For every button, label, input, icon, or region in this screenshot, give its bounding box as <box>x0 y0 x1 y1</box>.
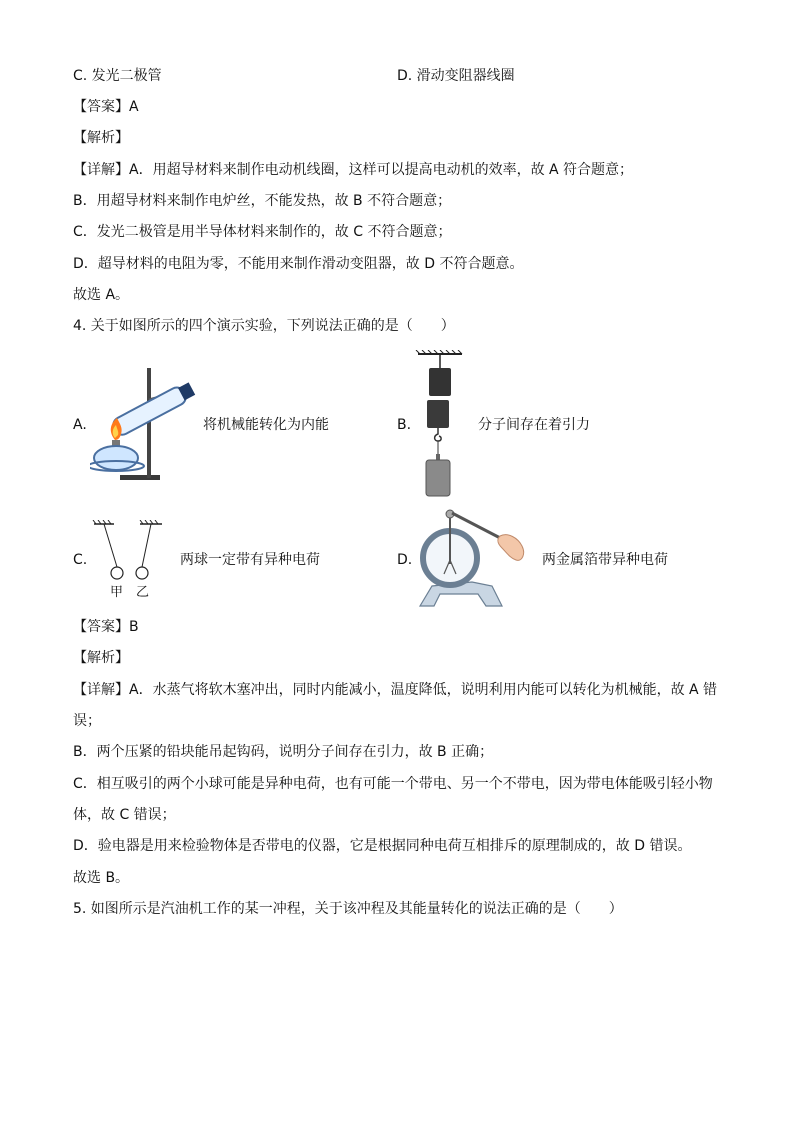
option-a-letter: A. <box>73 417 87 433</box>
ball-yi <box>136 567 148 579</box>
option-a-text: 将机械能转化为内能 <box>203 417 329 433</box>
analysis-label-q3: 【解析】 <box>73 130 129 146</box>
detail-d-q4: D．验电器是用来检验物体是否带电的仪器，它是根据同种电荷互相排斥的原理制成的，故 D 错误。 <box>73 838 692 854</box>
detail-c-q3: C．发光二极管是用半导体材料来制作的，故 C 不符合题意； <box>73 224 452 240</box>
answer-q4: 【答案】B <box>73 619 139 635</box>
detail-b-q4: B．两个压紧的铅块能吊起钩码，说明分子间存在引力，故 B 正确； <box>73 744 494 760</box>
question-5-stem: 5. 如图所示是汽油机工作的某一冲程，关于该冲程及其能量转化的说法正确的是（ ） <box>73 901 623 917</box>
detail-a-q4-line1: 【详解】A．水蒸气将软木塞冲出，同时内能减小，温度降低，说明利用内能可以转化为机械能，故 A 错 <box>73 682 718 698</box>
detail-c-q4-line1: C．相互吸引的两个小球可能是异种电荷，也有可能一个带电、另一个不带电，因为带电体能吸引轻小物 <box>73 776 713 792</box>
conclusion-q4: 故选 B。 <box>73 870 130 886</box>
stand-base <box>120 475 160 480</box>
ball-label-jia: 甲 <box>110 585 124 600</box>
conclusion-q3: 故选 A。 <box>73 287 130 303</box>
option-b-letter: B. <box>397 417 412 433</box>
detail-c-q4-line2: 体，故 C 错误； <box>73 807 176 823</box>
detail-b-q3: B．用超导材料来制作电炉丝，不能发热，故 B 不符合题意； <box>73 193 452 209</box>
ball-jia <box>111 567 123 579</box>
option-d-text: 两金属箔带异种电荷 <box>542 552 668 568</box>
lead-blocks-experiment-figure <box>412 350 472 500</box>
option-d-letter: D. <box>397 552 413 568</box>
electroscope-figure <box>412 508 532 610</box>
steam-cork-experiment-figure <box>90 362 210 484</box>
detail-a-q4-line2: 误； <box>73 713 101 729</box>
option-c-text: 两球一定带有异种电荷 <box>180 552 320 568</box>
detail-d-q3: D．超导材料的电阻为零，不能用来制作滑动变阻器，故 D 不符合题意。 <box>73 256 524 272</box>
suspended-balls-figure <box>92 520 172 580</box>
option-c-letter: C. <box>73 552 88 568</box>
answer-q3: 【答案】A <box>73 99 139 115</box>
option-c: C. 发光二极管 <box>73 68 162 84</box>
analysis-label-q4: 【解析】 <box>73 650 129 666</box>
ball-label-yi: 乙 <box>136 585 150 600</box>
option-b-text: 分子间存在着引力 <box>478 417 590 433</box>
detail-a-q3: 【详解】A．用超导材料来制作电动机线圈，这样可以提高电动机的效率，故 A 符合题意； <box>73 162 634 178</box>
option-d: D. 滑动变阻器线圈 <box>397 68 515 84</box>
question-4-stem: 4. 关于如图所示的四个演示实验，下列说法正确的是（ ） <box>73 318 455 334</box>
